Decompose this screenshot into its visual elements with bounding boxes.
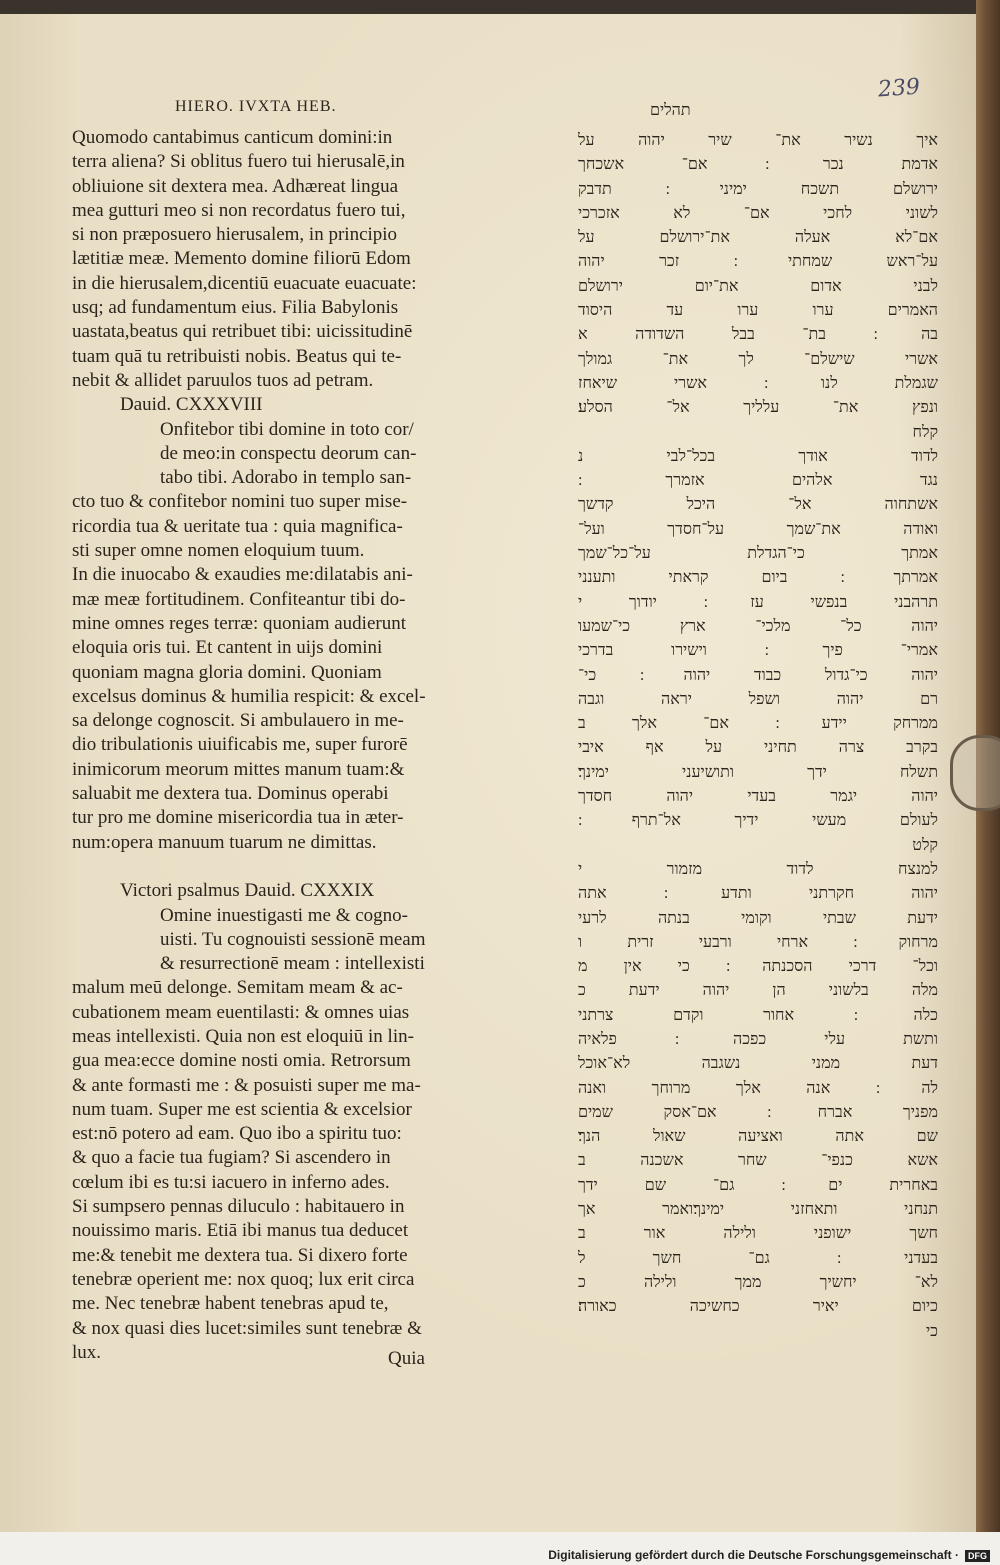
hebrew-line: רם יהוה ושפל יראה וגבה bbox=[578, 688, 938, 708]
latin-line: si non præposuero hierusalem, in principio bbox=[72, 224, 398, 246]
hebrew-line: איך נשיר את־ שיר יהוה על bbox=[578, 130, 938, 149]
hebrew-line bbox=[578, 1367, 938, 1391]
clasp-mark bbox=[950, 735, 1000, 811]
latin-line: lætitiæ meæ. Memento domine filiorū Edom bbox=[72, 248, 411, 270]
hebrew-line: על־ראש שמחתי ׃ זכר יהוה bbox=[578, 251, 938, 271]
latin-line: uastata,beatus qui retribuet tibi: uicissitudinē bbox=[72, 321, 413, 343]
latin-line: tuam quā tu retribuisti nobis. Beatus qui te- bbox=[72, 345, 402, 367]
latin-line: nebit & allidet paruulos tuos ad petram. bbox=[72, 369, 374, 391]
hebrew-line: שם אתה ואציעה שאול הנך׃ bbox=[578, 1126, 938, 1146]
latin-line: & nox quasi dies lucet:similes sunt tenebræ & bbox=[72, 1317, 422, 1339]
hebrew-line: תרהבני בנפשי עז ׃ יודוך י bbox=[578, 591, 938, 611]
dfg-logo: DFG bbox=[965, 1550, 990, 1562]
psalm-heading: Dauid. CXXXVIII bbox=[120, 394, 263, 416]
latin-line: tenebræ operient me: nox quoq; lux erit circa bbox=[72, 1268, 415, 1290]
latin-line: mine omnes reges terræ: quoniam audierunt bbox=[72, 612, 406, 634]
latin-line: tabo tibi. Adorabo in templo san- bbox=[160, 467, 412, 489]
hebrew-line: ואודה את־שמך על־חסדך ועל־ bbox=[578, 518, 938, 538]
hebrew-line: ידעת שבתי וקומי בנתה לרעי bbox=[578, 907, 938, 927]
hebrew-line: לדוד אודך בכל־לבי נ bbox=[578, 445, 938, 465]
hebrew-line: נגד אלהים אזמרך ׃ bbox=[578, 470, 938, 490]
latin-line: & quo a facie tua fugiam? Si ascendero in bbox=[72, 1147, 391, 1169]
latin-line: cto tuo & confitebor nomini tuo super mise- bbox=[72, 491, 408, 513]
hebrew-column bbox=[578, 128, 938, 1391]
hebrew-line: האמרים ערו ערו עד היסוד bbox=[578, 300, 938, 320]
hebrew-line: חשך ישופני ולילה אור ב bbox=[578, 1223, 938, 1243]
latin-line bbox=[72, 855, 452, 879]
hebrew-line: אשרי שישלם־ לך את־ גמולך bbox=[578, 348, 938, 368]
hebrew-line: אמרתך ׃ ביום קראתי ותענני bbox=[578, 567, 938, 587]
latin-line: sa delonge cognoscit. Si ambulauero in me- bbox=[72, 710, 404, 732]
hebrew-line: באחרית ים ׃ גם־ שם ידך bbox=[578, 1174, 938, 1194]
latin-line: In die inuocabo & exaudies me:dilatabis ani- bbox=[72, 564, 413, 586]
latin-line: mæ meæ fortitudinem. Confiteantur tibi do- bbox=[72, 588, 406, 610]
latin-line: Si sumpsero pennas diluculo : habitauero in bbox=[72, 1196, 405, 1218]
latin-line: ricordia tua & ueritate tua : quia magnifica- bbox=[72, 515, 403, 537]
hebrew-line: אשתחוה אל־ היכל קדשך bbox=[578, 494, 938, 514]
psalm-heading: Victori psalmus Dauid. CXXXIX bbox=[120, 880, 375, 902]
latin-column bbox=[72, 126, 452, 1389]
hebrew-line: קלח bbox=[912, 421, 938, 441]
hebrew-line: יהוה יגמר בעדי יהוה חסדך bbox=[578, 786, 938, 806]
hebrew-line: ירושלם תשכח ימיני ׃ תדבק bbox=[578, 178, 938, 198]
latin-line: excelsus dominus & humilia respicit: & excel- bbox=[72, 685, 426, 707]
hebrew-line: כיום יאיר כחשיכה כאורה׃ bbox=[578, 1296, 938, 1316]
hebrew-line: כי bbox=[925, 1320, 938, 1340]
hebrew-line: תשלח ידך ותושיעני ימינך׃ bbox=[578, 761, 938, 781]
hebrew-line: וכל־ דרכי הסכנתה ׃ כי אין מ bbox=[578, 956, 938, 976]
latin-line: num:opera manuum tuarum ne dimittas. bbox=[72, 831, 377, 853]
hebrew-line: יהוה חקרתני ותדע ׃ אתה bbox=[578, 883, 938, 903]
hebrew-line: למנצח לדוד מזמור י bbox=[578, 858, 938, 878]
hebrew-line: לא־ יחשיך ממך ולילה כ bbox=[578, 1271, 938, 1291]
hebrew-line: לעולם מעשי ידיך אל־תרף ׃ bbox=[578, 810, 938, 830]
catchword: Quia bbox=[388, 1348, 425, 1369]
latin-line: saluabit me dextera tua. Dominus operabi bbox=[72, 783, 389, 805]
latin-line: Quomodo cantabimus canticum domini:in bbox=[72, 127, 393, 148]
hebrew-line: שגמלת לנו ׃ אשרי שיאחז bbox=[578, 372, 938, 392]
latin-line: est:nō potero ad eam. Quo ibo a spiritu tuo: bbox=[72, 1123, 402, 1145]
latin-line: tur pro me domine misericordia tua in æter- bbox=[72, 807, 404, 829]
latin-line: in die hierusalem,dicentiū euacuate euacuate: bbox=[72, 272, 417, 294]
folio-number: 239 bbox=[877, 74, 921, 103]
hebrew-line: מרחוק ׃ ארחי ורבעי זרית ו bbox=[578, 931, 938, 951]
latin-line: & ante formasti me : & posuisti super me ma- bbox=[72, 1074, 421, 1096]
latin-line: dio tribulationis uiuificabis me, super furorē bbox=[72, 734, 408, 756]
hebrew-line: מפניך אברח ׃ אם־אסק שמים bbox=[578, 1101, 938, 1121]
latin-line: & resurrectionē meam : intellexisti bbox=[160, 953, 425, 975]
hebrew-line: אמתך כי־הגדלת על־כל־שמך bbox=[578, 543, 938, 563]
hebrew-line: לבני אדום את־יום ירושלם bbox=[578, 275, 938, 295]
hebrew-line: אמרי־ פיך ׃ וישירו בדרכי bbox=[578, 640, 938, 660]
credit-text: Digitalisierung gefördert durch die Deutsche Forschungsgemeinschaft · bbox=[548, 1548, 959, 1562]
hebrew-line: ונפץ את־ עלליך אל־ הסלע׃ bbox=[578, 397, 938, 417]
latin-line: inimicorum meorum mittes manum tuam:& bbox=[72, 758, 405, 780]
latin-line: lux. bbox=[72, 1341, 102, 1363]
hebrew-line: ותשת עלי כפכה ׃ פלאיה bbox=[578, 1028, 938, 1048]
hebrew-line: כלה ׃ אחור וקדם צרתני bbox=[578, 1004, 938, 1024]
latin-line: meas intellexisti. Quia non est eloquiū in lin- bbox=[72, 1025, 414, 1047]
latin-line: cœlum ibi es tu:si iacuero in inferno ades. bbox=[72, 1171, 390, 1193]
latin-line: cubationem meam euentilasti: & omnes uias bbox=[72, 1001, 410, 1023]
latin-line: gua mea:ecce domine nosti omia. Retrorsum bbox=[72, 1050, 411, 1072]
hebrew-line: קלט bbox=[912, 834, 938, 854]
running-head-hebrew: תהלים bbox=[650, 100, 691, 119]
hebrew-line: אשא כנפי־ שחר אשכנה ב bbox=[578, 1150, 938, 1170]
hebrew-line: אדמת נכר ׃ אם־ אשכחך bbox=[578, 154, 938, 174]
latin-line: terra aliena? Si oblitus fuero tui hierusalē,in bbox=[72, 151, 405, 173]
hebrew-line: לשוני לחכי אם־ לא אזכרכי bbox=[578, 202, 938, 222]
latin-line: obliuione sit dextera mea. Adhæreat lingua bbox=[72, 175, 399, 197]
latin-line: Omine inuestigasti me & cogno- bbox=[160, 904, 409, 926]
latin-line: uisti. Tu cognouisti sessionē meam bbox=[160, 928, 426, 950]
hebrew-line: אם־לא אעלה את־ירושלם על bbox=[578, 227, 938, 247]
hebrew-line: דעת ממני נשגבה לא־אוכל bbox=[578, 1053, 938, 1073]
digitization-credit bbox=[548, 1548, 990, 1562]
hebrew-line: ממרחק יידע ׃ אם־ אלך ב bbox=[578, 713, 938, 733]
hebrew-line: בקרב צרה תחיני על אף איבי bbox=[578, 737, 938, 757]
latin-line: de meo:in conspectu deorum can- bbox=[160, 442, 417, 464]
latin-line: nouissimo maris. Etiā ibi manus tua deducet bbox=[72, 1220, 409, 1242]
hebrew-line: בעדני ׃ גם־ חשך ל bbox=[578, 1247, 938, 1267]
hebrew-line: מלה בלשוני הן יהוה ידעת כ bbox=[578, 980, 938, 1000]
running-head-latin: HIERO. IVXTA HEB. bbox=[175, 98, 337, 115]
latin-line: me. Nec tenebræ habent tenebras apud te, bbox=[72, 1293, 389, 1315]
latin-line: num tuam. Super me est scientia & excelsior bbox=[72, 1098, 412, 1120]
latin-line: me:& tenebit me dextera tua. Si dixero forte bbox=[72, 1244, 408, 1266]
hebrew-line: בה ׃ בת־ בבל השדודה א bbox=[578, 324, 938, 344]
latin-line: malum meū delonge. Semitam meam & ac- bbox=[72, 977, 403, 999]
hebrew-line: יהוה כל־ מלכי־ ארץ כי־שמעו bbox=[578, 615, 938, 635]
book-page bbox=[0, 14, 976, 1532]
hebrew-line: לה ׃ אנה אלך מרוחך ואנה bbox=[578, 1077, 938, 1097]
latin-line: eloquia oris tui. Et cantent in uijs domini bbox=[72, 637, 383, 659]
latin-line: usq; ad fundamentum eius. Filia Babylonis bbox=[72, 297, 399, 319]
latin-line: sti super omne nomen eloquium tuum. bbox=[72, 540, 365, 562]
hebrew-line bbox=[578, 1343, 938, 1367]
hebrew-line: יהוה כי־גדול כבוד יהוה ׃ כי־ bbox=[578, 664, 938, 684]
latin-line: mea gutturi meo si non recordatus fuero tui, bbox=[72, 199, 406, 221]
latin-line: quoniam magna gloria domini. Quoniam bbox=[72, 661, 382, 683]
hebrew-line: תנחני ותאחזני ימינך׃ואמר אך bbox=[578, 1199, 938, 1219]
latin-line: Onfitebor tibi domine in toto cor/ bbox=[160, 418, 414, 440]
